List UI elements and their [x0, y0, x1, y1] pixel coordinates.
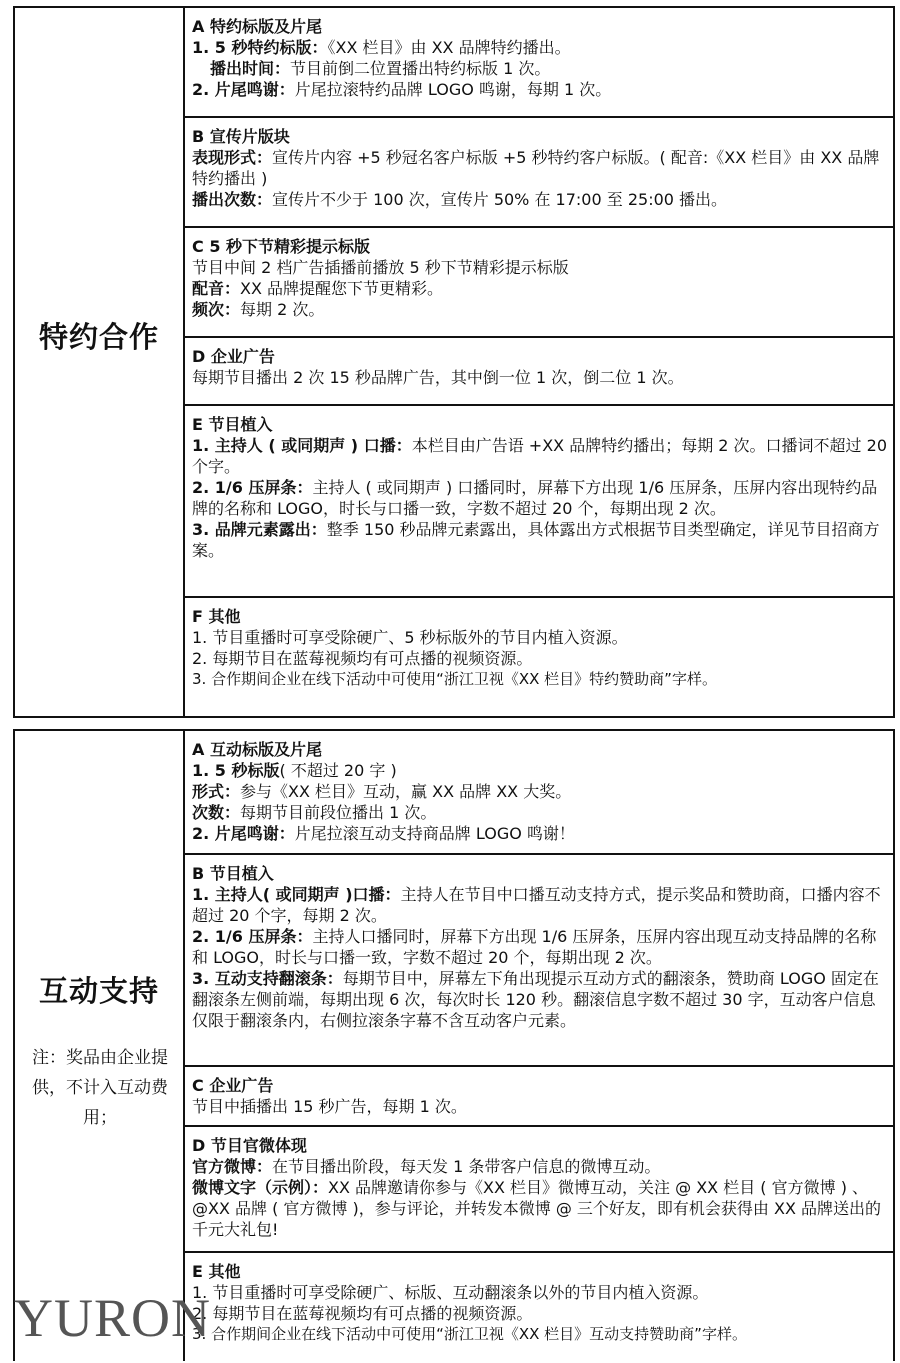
text-line: 播出时间：节目前倒二位置播出特约标版 1 次。	[210, 59, 551, 78]
text-line: 频次：每期 2 次。	[192, 300, 325, 319]
section-a	[185, 8, 893, 118]
text-line: 微博文字（示例）：XX 品牌邀请你参与《XX 栏目》微博互动，关注 @ XX 栏目 ( 官方微博 ) 、@XX 品牌 ( 官方微博 )，参与评论，并转发本微博 @ 三个好友，即有机会获得由 XX 品牌送出的千元大礼包!	[192, 1178, 882, 1239]
text-line: 1. 5 秒标版( 不超过 20 字 )	[192, 761, 397, 780]
text-line: 3. 互动支持翻滚条：每期节目中，屏幕左下角出现提示互动方式的翻滚条，赞助商 LOGO 固定在翻滚条左侧前端，每期出现 6 次，每次时长 120 秒。翻滚信息字数不超过 30 字，互动客户信息仅限于翻滚条内，右侧拉滚条字幕不含互动客户元素。	[192, 969, 879, 1030]
text-line: 节目中插播出 15 秒广告，每期 1 次。	[192, 1097, 467, 1116]
text-line: 2. 片尾鸣谢：片尾拉滚特约品牌 LOGO 鸣谢，每期 1 次。	[192, 80, 612, 99]
section-heading: C 企业广告	[192, 1076, 274, 1095]
text-line: 1. 节目重播时可享受除硬广、5 秒标版外的节目内植入资源。	[192, 628, 628, 647]
text-line: 3. 合作期间企业在线下活动中可使用“浙江卫视《XX 栏目》互动支持赞助商”字样。	[192, 1325, 747, 1343]
section-a	[185, 731, 893, 855]
section-f	[185, 598, 893, 716]
section-heading: C 5 秒下节精彩提示标版	[192, 237, 371, 256]
section-heading: B 宣传片版块	[192, 127, 290, 146]
category-title: 特约合作	[38, 320, 159, 354]
section-d	[185, 338, 893, 406]
text-line: 3. 合作期间企业在线下活动中可使用“浙江卫视《XX 栏目》特约赞助商”字样。	[192, 670, 717, 688]
text-line: 形式：参与《XX 栏目》互动，赢 XX 品牌 XX 大奖。	[192, 782, 572, 801]
section-heading: B 节目植入	[192, 864, 274, 883]
category-column	[15, 8, 185, 716]
section-e	[185, 1253, 893, 1363]
category-note: 注：奖品由企业提供，不计入互动费用；	[32, 1048, 168, 1128]
text-line: 每期节目播出 2 次 15 秒品牌广告，其中倒一位 1 次，倒二位 1 次。	[192, 368, 684, 387]
section-d	[185, 1127, 893, 1253]
text-line: 1. 5 秒特约标版：《XX 栏目》由 XX 品牌特约播出。	[192, 38, 571, 57]
section-heading: A 特约标版及片尾	[192, 17, 322, 36]
section-b	[185, 855, 893, 1067]
text-line: 3. 品牌元素露出：整季 150 秒品牌元素露出，具体露出方式根据节目类型确定，详见节目招商方案。	[192, 520, 880, 560]
interaction-table	[13, 729, 895, 1361]
text-line: 2. 每期节目在蓝莓视频均有可点播的视频资源。	[192, 1304, 533, 1323]
text-line: 播出次数：宣传片不少于 100 次，宣传片 50% 在 17:00 至 25:00 播出。	[192, 190, 728, 209]
text-line: 2. 1/6 压屏条：主持人口播同时，屏幕下方出现 1/6 压屏条，压屏内容出现互动支持品牌的名称和 LOGO，时长与口播一致，字数不超过 20 个，每期出现 2 次。	[192, 927, 877, 967]
category-column	[15, 731, 185, 1361]
section-c	[185, 228, 893, 338]
section-heading: D 企业广告	[192, 347, 275, 366]
content-column	[185, 731, 893, 1361]
text-line: 2. 片尾鸣谢：片尾拉滚互动支持商品牌 LOGO 鸣谢！	[192, 824, 575, 843]
text-line: 2. 每期节目在蓝莓视频均有可点播的视频资源。	[192, 649, 533, 668]
sponsorship-table	[13, 6, 895, 718]
section-c	[185, 1067, 893, 1127]
section-heading: E 其他	[192, 1262, 241, 1281]
text-line: 2. 1/6 压屏条：主持人 ( 或同期声 ) 口播同时，屏幕下方出现 1/6 压屏条，压屏内容出现特约品牌的名称和 LOGO，时长与口播一致，字数不超过 20 个，每期出现 2 次。	[192, 478, 878, 518]
watermark: YURON	[14, 1288, 212, 1348]
text-line: 1. 主持人 ( 或同期声 ) 口播：本栏目由广告语 +XX 品牌特约播出；每期 2 次。口播词不超过 20 个字。	[192, 436, 888, 476]
text-line: 表现形式：宣传片内容 +5 秒冠名客户标版 +5 秒特约客户标版。( 配音:《XX 栏目》由 XX 品牌特约播出 )	[192, 148, 880, 188]
section-e	[185, 406, 893, 598]
content-column	[185, 8, 893, 716]
text-line: 1. 主持人( 或同期声 )口播：主持人在节目中口播互动支持方式，提示奖品和赞助商，口播内容不超过 20 个字，每期 2 次。	[192, 885, 881, 925]
text-line: 次数：每期节目前段位播出 1 次。	[192, 803, 437, 822]
text-line: 1. 节目重播时可享受除硬广、标版、互动翻滚条以外的节目内植入资源。	[192, 1283, 709, 1302]
section-b	[185, 118, 893, 228]
section-heading: D 节目官微体现	[192, 1136, 307, 1155]
text-line: 配音：XX 品牌提醒您下节更精彩。	[192, 279, 444, 298]
text-line: 节目中间 2 档广告插播前播放 5 秒下节精彩提示标版	[192, 258, 569, 277]
category-title: 互动支持	[38, 974, 159, 1008]
section-heading: A 互动标版及片尾	[192, 740, 322, 759]
section-heading: F 其他	[192, 607, 241, 626]
section-heading: E 节目植入	[192, 415, 273, 434]
text-line: 官方微博：在节目播出阶段，每天发 1 条带客户信息的微博互动。	[192, 1157, 661, 1176]
